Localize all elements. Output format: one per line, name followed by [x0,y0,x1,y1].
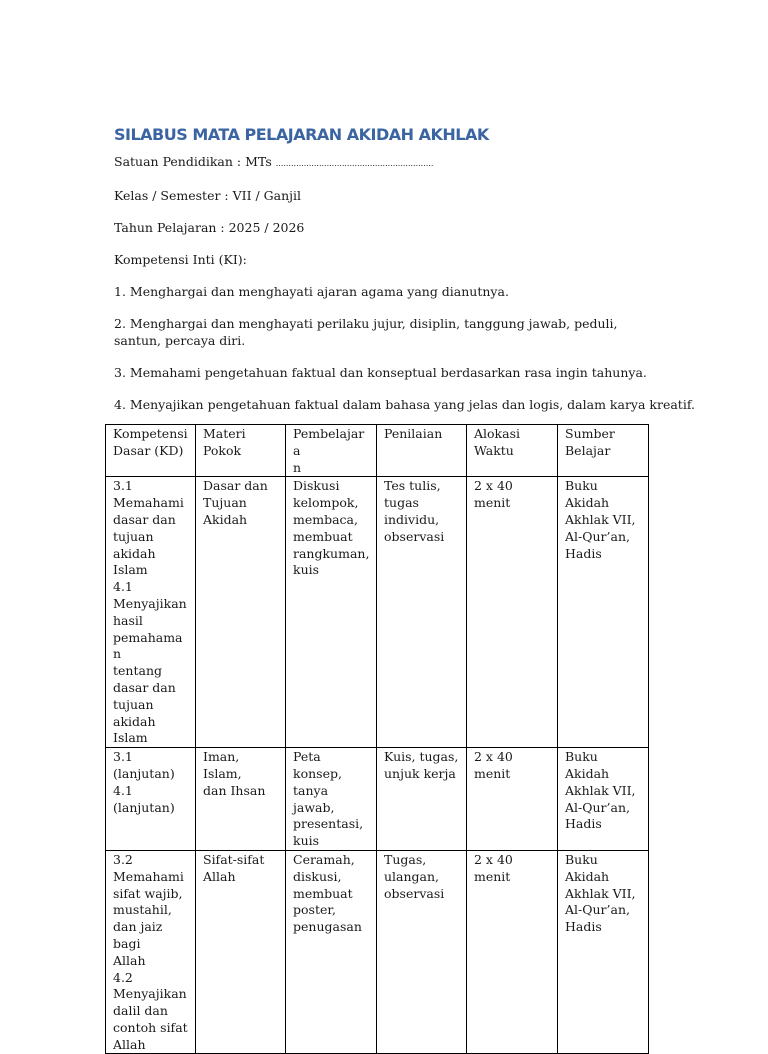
cell-pembelajaran [286,477,377,748]
cell-sumber-belajar [558,748,649,851]
header-sumber-belajar [558,425,649,477]
header-alokasi-waktu [467,425,558,477]
cell-kompetensi-dasar [106,477,196,748]
cell-text-line: Tugas, [384,851,427,867]
cell-text-line: penugasan [293,919,362,935]
cell-text-line: 4.1 [113,782,133,798]
cell-text-line: Kuis, tugas, [384,749,459,765]
cell-text-line: Belajar [565,442,611,458]
table-row [106,850,649,1054]
cell-text-line: Menyajikan [113,986,187,1002]
cell-materi-pokok [196,850,286,1054]
cell-pembelajaran [286,850,377,1054]
cell-penilaian [377,748,467,851]
cell-text-line: Akhlak VII, [565,885,636,901]
cell-text-line: Dasar (KD) [113,442,184,458]
cell-text-line: Sumber [565,426,615,441]
cell-materi-pokok [196,477,286,748]
cell-text-line: observasi [384,528,445,544]
cell-text-line: dalil dan [113,1003,168,1019]
cell-text-line: Alokasi [474,426,520,441]
cell-text-line: (lanjutan) [113,765,175,781]
cell-text-line: rangkuman, [293,545,370,561]
cell-text-line: poster, [293,902,336,918]
cell-text-line: Memahami [113,868,184,884]
cell-text-line: 2 x 40 menit [474,851,513,884]
field-tahun-pelajaran: Tahun Pelajaran : 2025 / 2026 [114,220,305,235]
ki-item-3: 3. Memahami pengetahuan faktual dan konseptual berdasarkan rasa ingin tahunya. [114,365,647,380]
cell-text-line: 4.2 [113,969,133,985]
cell-text-line: Penilaian [384,426,443,441]
ki-heading: Kompetensi Inti (KI): [114,252,247,267]
cell-alokasi-waktu [467,850,558,1054]
cell-text-line: Akhlak VII, [565,782,636,798]
cell-alokasi-waktu [467,748,558,851]
header-penilaian [377,425,467,477]
cell-text-line: dan jaiz bagi [113,919,163,951]
cell-text-line: mustahil, [113,902,172,918]
cell-text-line: Buku Akidah [565,851,610,884]
cell-text-line: Buku Akidah [565,749,610,781]
cell-penilaian [377,850,467,1054]
cell-text-line: membaca, [293,511,358,527]
cell-text-line: membuat [293,885,353,901]
satuan-blank-dots: .............................................................. [275,159,434,168]
cell-text-line: Memahami [113,495,184,511]
cell-text-line: 2 x 40 menit [474,478,513,511]
cell-sumber-belajar [558,477,649,748]
cell-text-line: tugas [384,495,419,511]
cell-text-line: (lanjutan) [113,799,175,815]
cell-text-line: observasi [384,885,445,901]
cell-text-line: Kompetensi [113,426,188,441]
cell-text-line: kuis [293,562,320,578]
cell-text-line: Al-Qur’an, [565,528,630,544]
cell-text-line: kelompok, [293,495,359,511]
cell-text-line: tujuan [113,528,154,544]
cell-text-line: Tes tulis, [384,478,441,494]
header-pembelajaran [286,425,377,477]
cell-text-line: 3.1 [113,749,133,765]
cell-text-line: presentasi, [293,816,364,832]
header-materi-pokok [196,425,286,477]
cell-text-line: Dasar dan [203,478,268,494]
cell-text-line: individu, [384,511,440,527]
cell-text-line: Materi [203,426,246,441]
cell-text-line: n [293,459,302,475]
cell-text-line: akidah Islam [113,713,156,746]
cell-text-line: Akidah [203,511,248,527]
cell-materi-pokok [196,748,286,851]
cell-text-line: Al-Qur’an, [565,799,630,815]
cell-text-line: 4.1 [113,579,133,595]
cell-text-line: sifat wajib, [113,885,183,901]
cell-text-line: Akhlak VII, [565,511,636,527]
cell-sumber-belajar [558,850,649,1054]
cell-text-line: diskusi, [293,868,342,884]
cell-text-line: Hadis [565,545,602,561]
cell-kompetensi-dasar [106,850,196,1054]
document-body [114,124,695,413]
cell-text-line: kuis [293,833,320,849]
cell-text-line: Al-Qur’an, [565,902,630,918]
ki-item-1: 1. Menghargai dan menghayati ajaran agama yang dianutnya. [114,284,509,299]
table-header-row [106,425,649,477]
cell-text-line: dasar dan [113,679,176,695]
cell-text-line: Sifat-sifat [203,851,265,867]
cell-text-line: hasil [113,612,143,628]
cell-text-line: 3.1 [113,478,133,494]
ki-item-2: 2. Menghargai dan menghayati perilaku jujur, disiplin, tanggung jawab, peduli, santun, percaya diri. [114,316,618,348]
cell-text-line: Waktu [474,442,514,458]
cell-text-line: Pokok [203,442,242,458]
table-row [106,748,649,851]
cell-pembelajaran [286,748,377,851]
field-satuan-pendidikan [114,153,654,172]
satuan-label: Satuan Pendidikan : MTs [114,154,276,169]
cell-text-line: Buku Akidah [565,478,610,511]
cell-text-line: akidah Islam [113,545,156,578]
cell-text-line: Menyajikan [113,595,187,611]
field-kelas-semester: Kelas / Semester : VII / Ganjil [114,188,302,203]
cell-text-line: tentang [113,663,162,679]
cell-text-line: Diskusi [293,478,340,494]
cell-text-line: Allah [113,952,146,968]
cell-text-line: dan Ihsan [203,782,266,798]
cell-text-line: tanya jawab, [293,782,335,815]
cell-text-line: 2 x 40 menit [474,749,513,781]
table-row [106,477,649,748]
cell-penilaian [377,477,467,748]
syllabus-table [105,424,649,1054]
cell-text-line: ulangan, [384,868,440,884]
cell-text-line: dasar dan [113,511,176,527]
ki-item-4: 4. Menyajikan pengetahuan faktual dalam bahasa yang jelas dan logis, dalam karya kreatif. [114,397,695,412]
cell-text-line: membuat [293,528,353,544]
cell-text-line: Tujuan [203,495,247,511]
cell-text-line: Peta konsep, [293,749,342,781]
cell-text-line: Hadis [565,816,602,832]
cell-text-line: Pembelajara [293,426,365,458]
cell-text-line: contoh sifat [113,1019,188,1035]
cell-kompetensi-dasar [106,748,196,851]
cell-text-line: Ceramah, [293,851,355,867]
cell-text-line: Iman, Islam, [203,749,242,781]
cell-text-line: tujuan [113,696,154,712]
cell-text-line: Allah [113,1036,146,1052]
document-title: SILABUS MATA PELAJARAN AKIDAH AKHLAK [114,125,489,144]
header-kompetensi-dasar [106,425,196,477]
cell-text-line: Hadis [565,919,602,935]
cell-text-line: Allah [203,868,236,884]
syllabus-table-body [106,425,649,1054]
cell-alokasi-waktu [467,477,558,748]
cell-text-line: pemahaman [113,629,183,662]
cell-text-line: unjuk kerja [384,765,456,781]
cell-text-line: 3.2 [113,851,133,867]
